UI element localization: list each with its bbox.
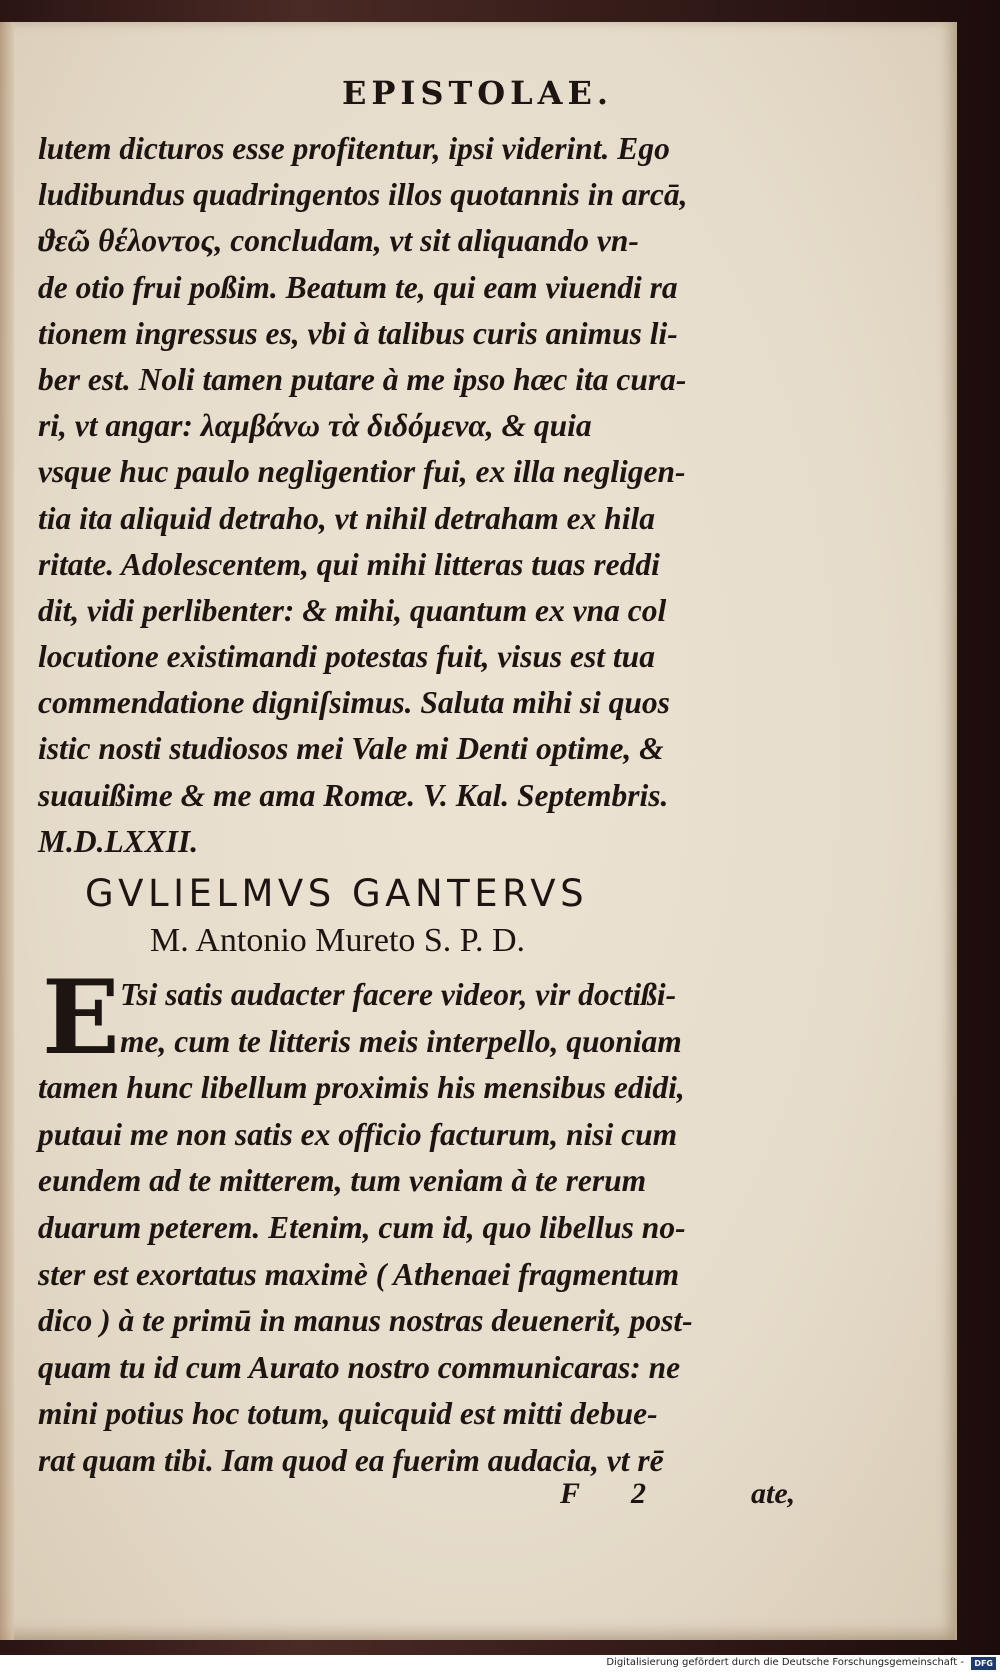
text-line: istic nosti studiosos mei Vale mi Denti optime, &: [38, 731, 664, 767]
text-line: vsque huc paulo negligentior fui, ex illa negligen-: [38, 454, 686, 490]
text-line: quam tu id cum Aurato nostro communicaras: ne: [38, 1349, 681, 1385]
digitization-footer: [0, 1655, 1000, 1672]
book-page: [0, 22, 957, 1640]
text-line: dico ) à te primū in manus nostras deuenerit, post-: [38, 1303, 693, 1339]
text-line: tamen hunc libellum proximis his mensibus edidi,: [38, 1070, 685, 1106]
text-line: ri, vt angar: λαμβάνω τὰ διδόμενα, & quia: [38, 408, 592, 444]
text-line: me, cum te litteris meis interpello, quoniam: [120, 1023, 682, 1059]
text-line: locutione existimandi potestas fuit, visus est tua: [38, 639, 655, 675]
text-line: lutem dicturos esse profitentur, ipsi viderint. Ego: [38, 131, 670, 166]
text-line: ber est. Noli tamen putare à me ipso hæc ita cura-: [38, 361, 687, 397]
text-line: Tsi satis audacter facere videor, vir doctißi-: [120, 977, 677, 1012]
running-head: EPISTOLAE.: [341, 74, 614, 112]
page-footer-marks: [560, 1477, 795, 1511]
text-line: tionem ingressus es, vbi à talibus curis animus li-: [38, 315, 678, 351]
text-line: eundem ad te mitterem, tum veniam à te rerum: [38, 1163, 647, 1199]
text-line: duarum peterem. Etenim, cum id, quo libellus no-: [38, 1209, 686, 1245]
text-line: rat quam tibi. Iam quod ea fuerim audacia, vt rē: [38, 1442, 664, 1478]
catchword: ate,: [751, 1477, 796, 1510]
signature-number: 2: [631, 1477, 647, 1510]
text-line: tia ita aliquid detraho, vt nihil detraham ex hila: [38, 500, 655, 536]
signature-mark: F: [560, 1477, 581, 1510]
text-line: ritate. Adolescentem, qui mihi litteras tuas reddi: [38, 546, 660, 582]
dfg-logo: DFG: [971, 1657, 996, 1670]
text-line: commendatione digniſsimus. Saluta mihi si quos: [38, 685, 670, 721]
date-line: M.D.LXXII.: [38, 823, 199, 859]
letter-author-heading: GVLIELMVS GANTERVS: [85, 872, 589, 915]
letter-salutation-heading: M. Antonio Mureto S. P. D.: [150, 922, 525, 959]
text-line: mini potius hoc totum, quicquid est mitti debue-: [38, 1396, 658, 1432]
text-line: de otio frui poßim. Beatum te, qui eam viuendi ra: [38, 269, 678, 305]
footer-credit: Digitalisierung gefördert durch die Deutsche Forschungsgemeinschaft -: [606, 1657, 964, 1668]
decorated-initial: E: [42, 958, 122, 1078]
page-gutter-edge: [0, 22, 14, 1640]
text-line: putaui me non satis ex officio facturum, nisi cum: [38, 1116, 678, 1152]
text-line: suauißime & me ama Romæ. V. Kal. Septembris.: [38, 777, 669, 813]
letter-text: [38, 972, 768, 1485]
text-line: ϑεῶ θέλοντος, concludam, vt sit aliquando vn-: [38, 223, 639, 259]
text-line: dit, vidi perlibenter: & mihi, quantum ex vna col: [38, 592, 667, 628]
text-line: ster est exortatus maximè ( Athenaei fragmentum: [38, 1256, 680, 1292]
body-text: [38, 126, 753, 865]
text-line: ludibundus quadringentos illos quotannis in arcā,: [38, 177, 688, 213]
